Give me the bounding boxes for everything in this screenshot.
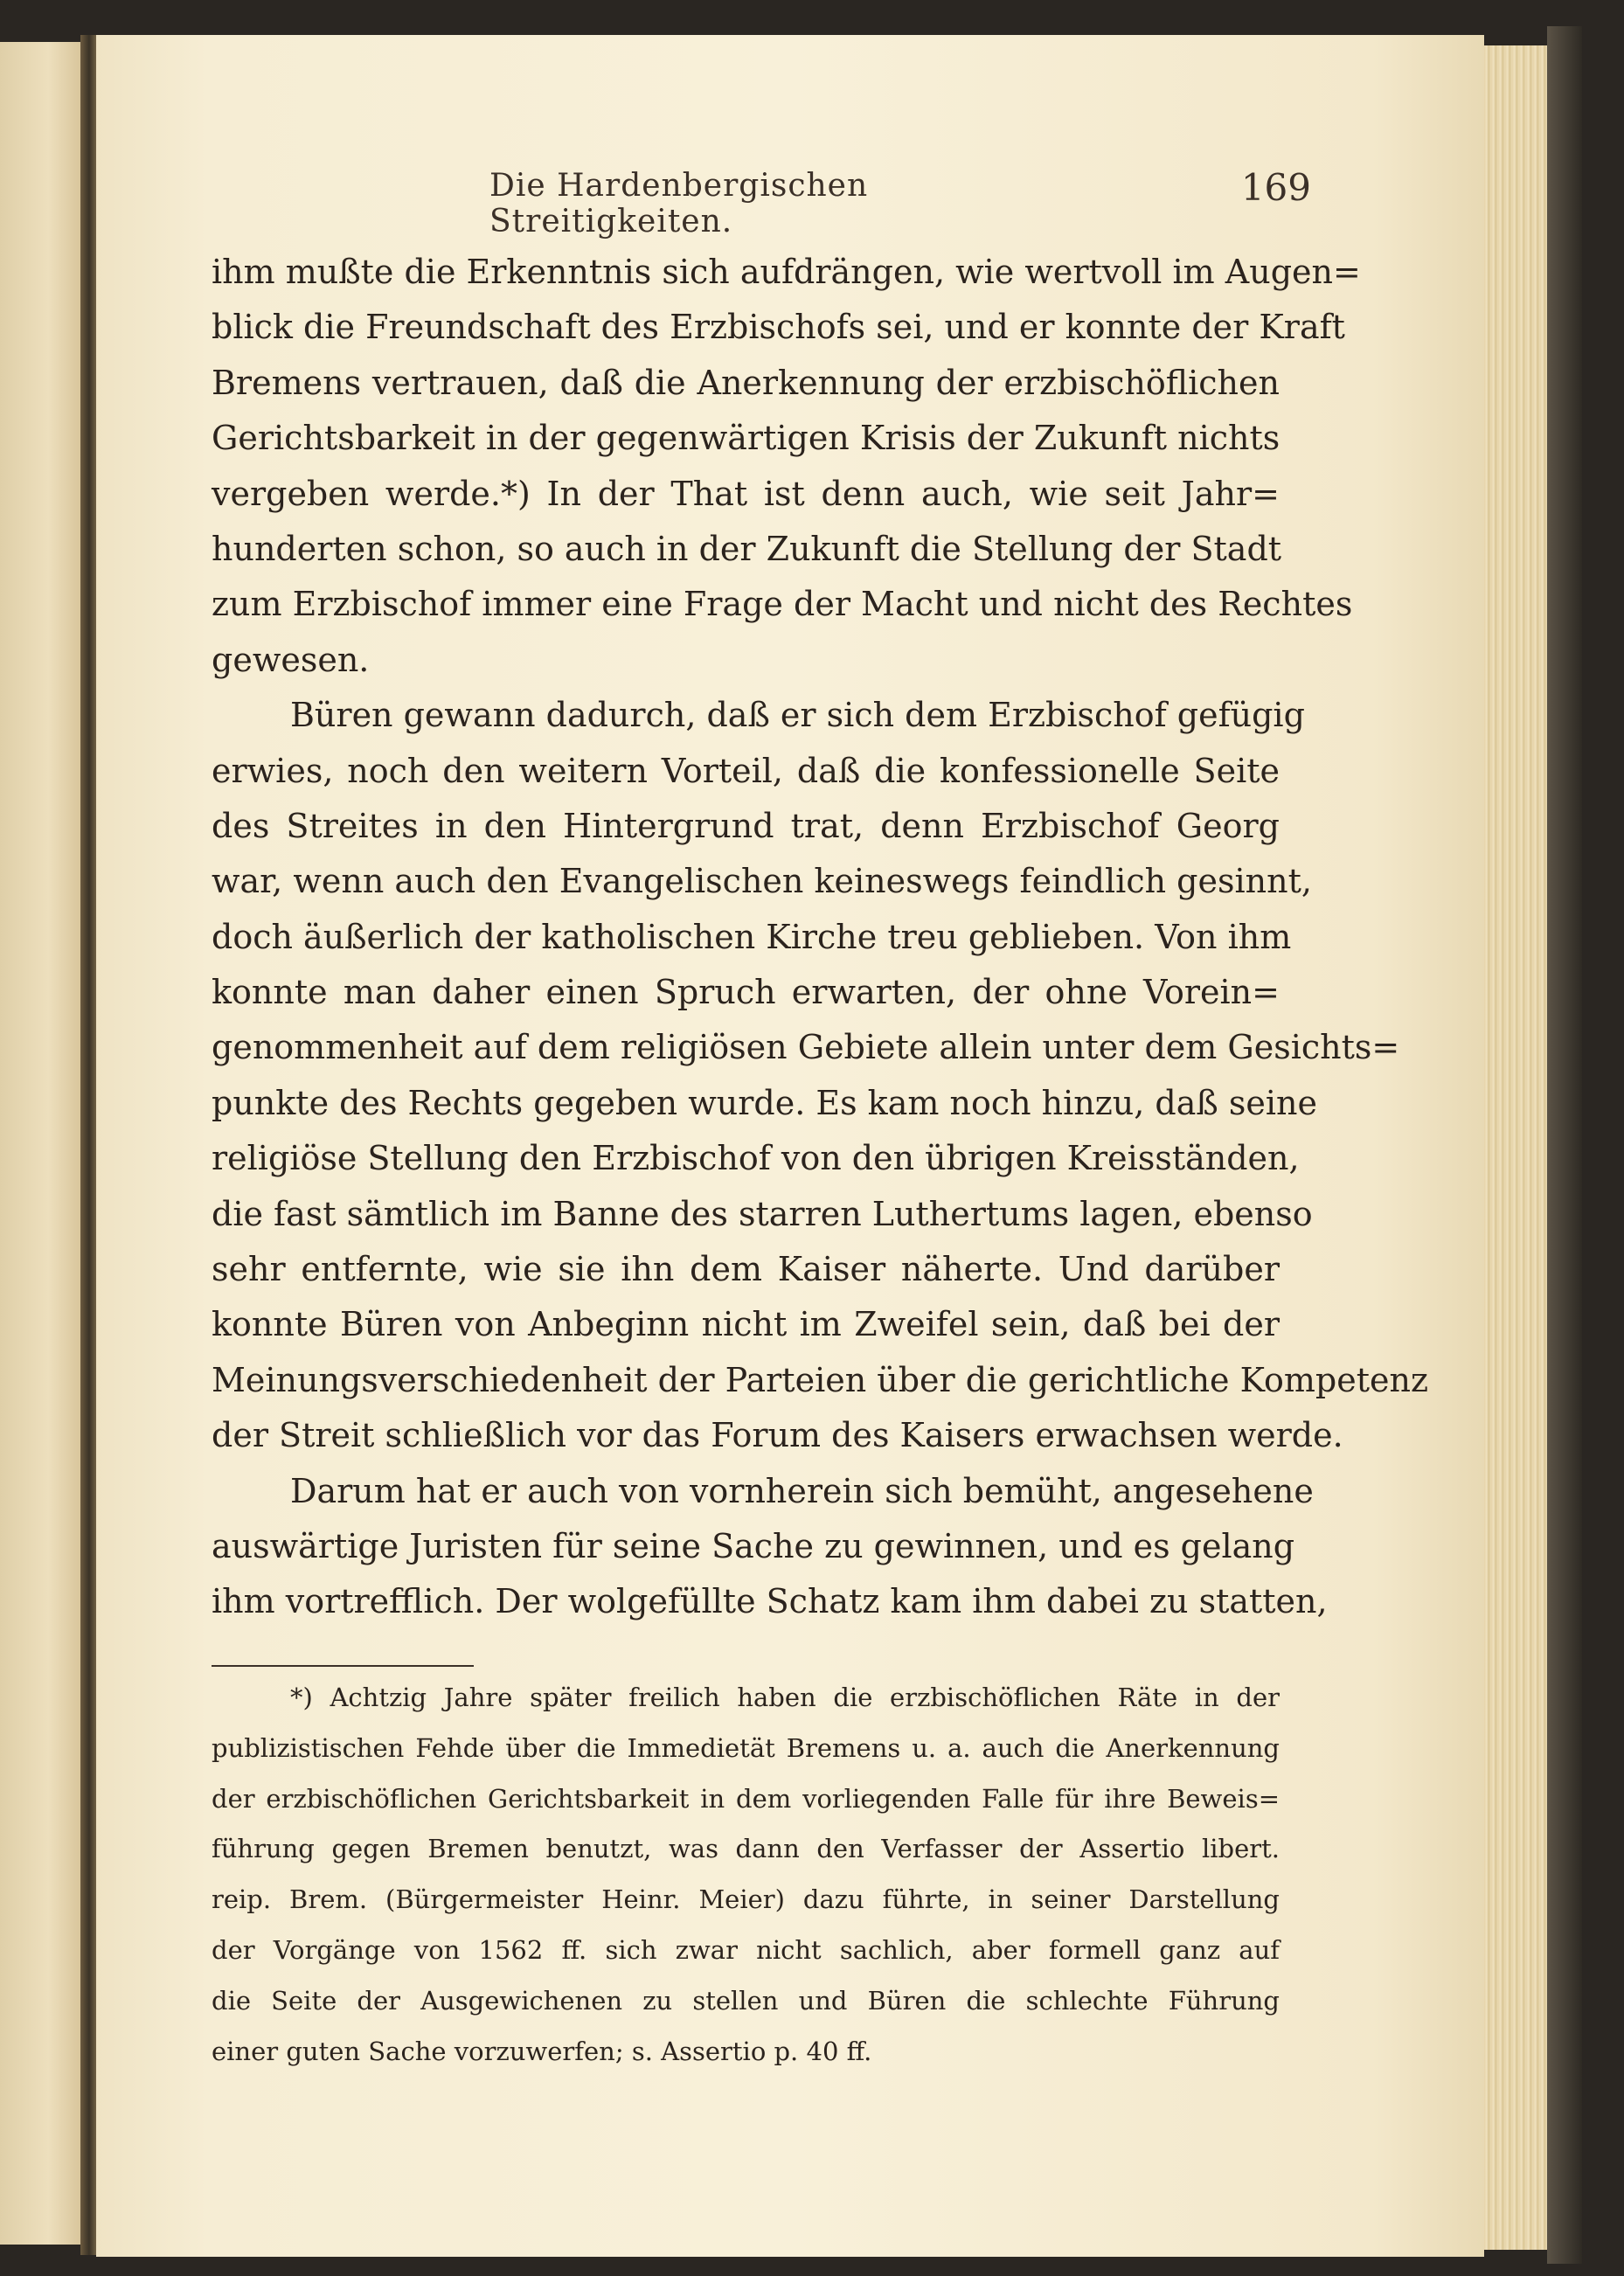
book-spine	[80, 35, 98, 2255]
footnote-line: der Vorgänge von 1562 ff. sich zwar nicht sachlich, aber formell ganz auf	[212, 1934, 1280, 1965]
footnote-line: *) Achtzig Jahre später freilich haben die erzbischöflichen Räte in der	[290, 1683, 1280, 1712]
book-cover-edge	[1547, 26, 1582, 2264]
body-line: Gerichtsbarkeit in der gegenwärtigen Krisis der Zukunft nichts	[212, 419, 1280, 458]
body-line: auswärtige Juristen für seine Sache zu gewinnen, und es gelang	[212, 1526, 1295, 1565]
body-line: konnte Büren von Anbeginn nicht im Zweifel sein, daß bei der	[212, 1305, 1280, 1344]
body-line: Büren gewann dadurch, daß er sich dem Erzbischof gefügig	[290, 696, 1305, 735]
body-line: religiöse Stellung den Erzbischof von den übrigen Kreisständen,	[212, 1139, 1300, 1178]
body-line: genommenheit auf dem religiösen Gebiete allein unter dem Gesichts=	[212, 1028, 1400, 1067]
body-line: zum Erzbischof immer eine Frage der Macht und nicht des Rechtes	[212, 585, 1353, 624]
body-line: konnte man daher einen Spruch erwarten, der ohne Vorein=	[212, 973, 1280, 1012]
footnote-line: führung gegen Bremen benutzt, was dann den Verfasser der Assertio libert.	[212, 1834, 1280, 1864]
footnote-line: einer guten Sache vorzuwerfen; s. Assertio p. 40 ff.	[212, 2036, 872, 2066]
body-line: erwies, noch den weitern Vorteil, daß die konfessionelle Seite	[212, 751, 1280, 790]
body-line: die fast sämtlich im Banne des starren Luthertums lagen, ebenso	[212, 1194, 1313, 1233]
body-line: sehr entfernte, wie sie ihn dem Kaiser näherte. Und darüber	[212, 1250, 1280, 1289]
footnote-line: der erzbischöflichen Gerichtsbarkeit in dem vorliegenden Falle für ihre Beweis=	[212, 1783, 1280, 1814]
body-line: hunderten schon, so auch in der Zukunft die Stellung der Stadt	[212, 529, 1282, 568]
body-line: ihm mußte die Erkenntnis sich aufdrängen, wie wertvoll im Augen=	[212, 253, 1361, 291]
body-line: Bremens vertrauen, daß die Anerkennung der erzbischöflichen	[212, 363, 1280, 402]
body-line: Darum hat er auch von vornherein sich bemüht, angesehene	[290, 1471, 1314, 1510]
body-text	[212, 245, 1428, 1630]
footnote-line: reip. Brem. (Bürgermeister Heinr. Meier) dazu führte, in seiner Darstellung	[212, 1884, 1280, 1915]
body-line: vergeben werde.*) In der That ist denn auch, wie seit Jahr=	[212, 474, 1280, 513]
body-line: gewesen.	[212, 640, 370, 679]
body-line: der Streit schließlich vor das Forum des Kaisers erwachsen werde.	[212, 1416, 1343, 1455]
page-stack-edge	[1484, 45, 1547, 2250]
body-line: des Streites in den Hintergrund trat, denn Erzbischof Georg	[212, 806, 1280, 845]
left-page-edge	[0, 42, 80, 2245]
body-line: war, wenn auch den Evangelischen keineswegs feindlich gesinnt,	[212, 862, 1312, 901]
footnote-line: publizistischen Fehde über die Immedietät Bremens u. a. auch die Anerkennung	[212, 1732, 1280, 1763]
body-line: blick die Freundschaft des Erzbischofs sei, und er konnte der Kraft	[212, 308, 1345, 347]
footnote-line: die Seite der Ausgewichenen zu stellen und Büren die schlechte Führung	[212, 1985, 1280, 2016]
running-title: Die Hardenbergischen Streitigkeiten.	[489, 168, 869, 239]
body-line: Meinungsverschiedenheit der Parteien über die gerichtliche Kompetenz	[212, 1360, 1428, 1399]
body-line: doch äußerlich der katholischen Kirche treu geblieben. Von ihm	[212, 917, 1292, 956]
body-line: punkte des Rechts gegeben wurde. Es kam noch hinzu, daß seine	[212, 1083, 1317, 1122]
body-line: ihm vortrefflich. Der wolgefüllte Schatz kam ihm dabei zu statten,	[212, 1582, 1328, 1621]
page-number: 169	[1240, 166, 1311, 209]
footnote-divider	[212, 1665, 474, 1667]
footnote	[212, 1673, 1280, 2077]
